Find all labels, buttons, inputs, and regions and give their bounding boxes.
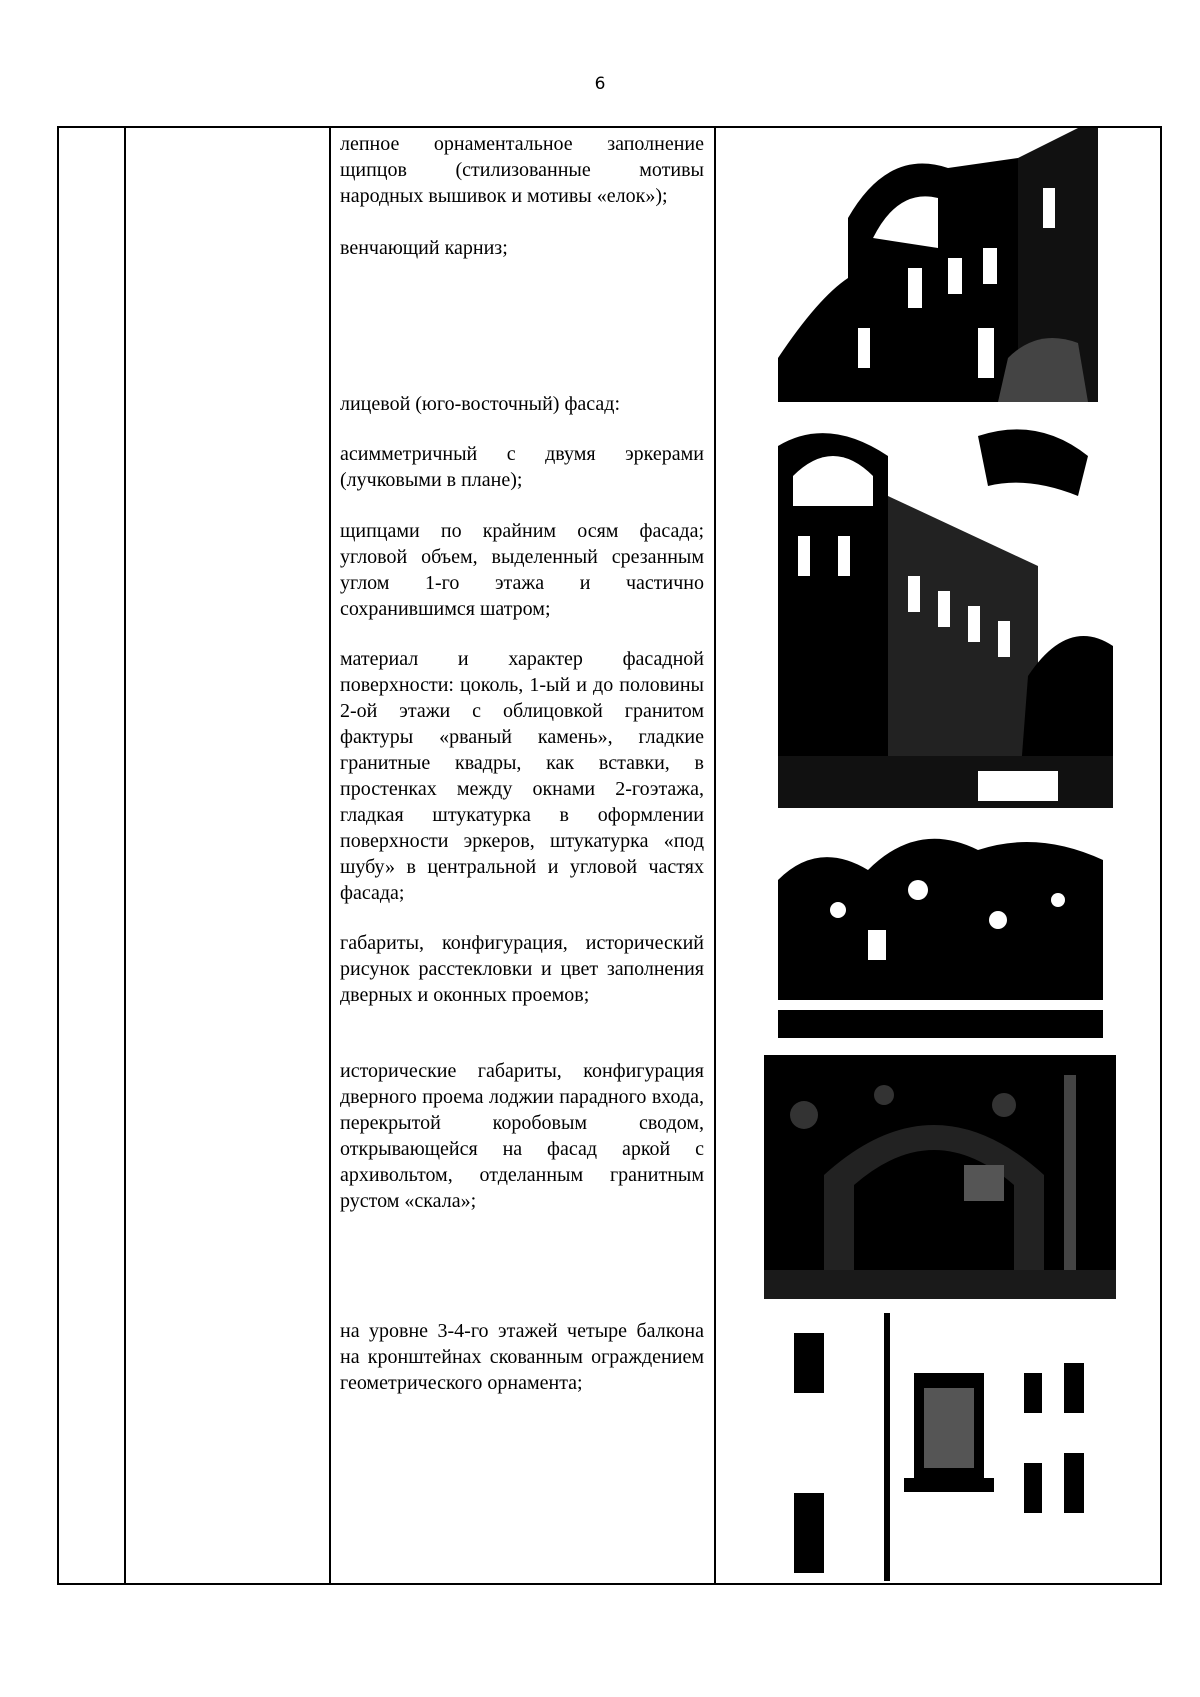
photo-entrance-arch — [764, 1055, 1116, 1299]
text-gable-ornament: лепное орнаментальное заполнение щипцов (стилизованные мотивы народных вышивок и мотивы «елок»); — [340, 133, 704, 207]
text-main-facade: лицевой (юго-восточный) фасад: — [340, 393, 621, 415]
column-divider-2 — [329, 128, 331, 1583]
photo-balconies — [784, 1313, 1117, 1581]
photo-corner-facade — [778, 416, 1113, 808]
text-material: материал и характер фасадной поверхности: цоколь, 1-ый и до половины 2-ой этажи с облицовкой гранитом фактуры «рваный камень», гладкие гранитные квадры, как вставки, в простенках между окнами 2-гоэтажа, гладкая штукатурка в оформлении поверхности эркеров, штукатурка «под шубу» в центральной и угловой частях фасада; — [340, 648, 704, 904]
text-asymmetric: асимметричный с двумя эркерами (лучковыми в плане); — [340, 443, 704, 491]
photo-building-gable — [778, 128, 1098, 402]
text-gables-corner: щипцами по крайним осям фасада; угловой объем, выделенный срезанным углом 1-го этажа и частично сохранившимся шатром; — [340, 520, 704, 620]
photo-trees-street — [778, 820, 1103, 1038]
text-cornice: венчающий карниз; — [340, 237, 508, 259]
text-balconies: на уровне 3-4-го этажей четыре балкона на кронштейнах скованным ограждением геометрического орнамента; — [340, 1320, 704, 1394]
text-dimensions: габариты, конфигурация, исторический рисунок расстекловки и цвет заполнения дверных и оконных проемов; — [340, 932, 704, 1006]
text-loggia: исторические габариты, конфигурация дверного проема лоджии парадного входа, перекрытой коробовым сводом, открывающейся на фасад аркой с архивольтом, отделанным гранитным рустом «скала»; — [340, 1060, 704, 1212]
column-divider-3 — [714, 128, 716, 1583]
page-number: 6 — [594, 74, 606, 94]
column-divider-1 — [124, 128, 126, 1583]
